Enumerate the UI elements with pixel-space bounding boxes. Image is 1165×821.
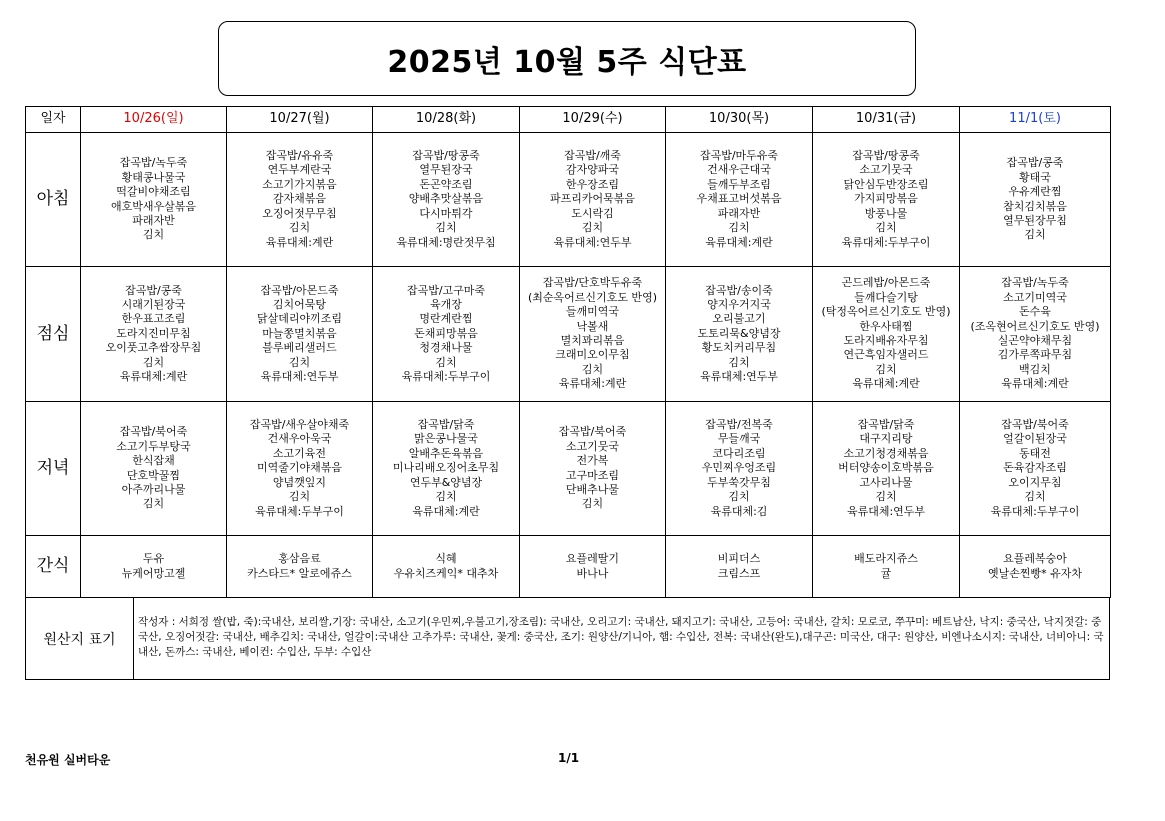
menu-item: 도토리묵&양념장 xyxy=(697,326,781,340)
menu-item: 소고기청경채볶음 xyxy=(843,446,929,460)
menu-item: 떡갈비야채조림 xyxy=(116,185,191,199)
menu-cell xyxy=(813,267,960,402)
menu-item: (탁정옥어르신기호도 반영) xyxy=(821,305,951,319)
menu-item: 김치 xyxy=(728,490,750,504)
menu-item: 돈채피망볶음 xyxy=(414,326,478,340)
menu-cell xyxy=(373,402,520,536)
menu-item: 잡곡밥/콩죽 xyxy=(1006,156,1064,170)
menu-item: 잡곡밥/녹두죽 xyxy=(1001,276,1069,290)
menu-item: 육류대체:두부구이 xyxy=(841,235,931,249)
menu-cell xyxy=(666,267,813,402)
menu-cell xyxy=(813,402,960,536)
menu-item: 양념깻잎지 xyxy=(272,475,327,489)
day-header: 10/31(금) xyxy=(813,107,960,133)
menu-item: 잡곡밥/고구마죽 xyxy=(406,283,486,297)
menu-item: 오이풋고추쌈장무침 xyxy=(105,341,202,355)
menu-item: 잡곡밥/유유죽 xyxy=(265,149,334,163)
menu-item: 잡곡밥/전복죽 xyxy=(705,418,773,432)
menu-item: 잡곡밥/북어죽 xyxy=(558,425,627,439)
menu-item: 김치 xyxy=(581,221,604,235)
title-box xyxy=(218,21,916,96)
menu-item: 잡곡밥/닭죽 xyxy=(417,418,475,432)
menu-item: 김치 xyxy=(728,221,750,235)
menu-item: 김치 xyxy=(142,355,165,369)
menu-item: 마늘쫑멸치볶음 xyxy=(262,326,337,340)
menu-item: 육류대체:두부구이 xyxy=(401,370,491,384)
menu-item: 육개장 xyxy=(430,297,462,311)
menu-item: 고사리나물 xyxy=(859,475,913,489)
menu-item: 육류대체:계란 xyxy=(705,235,773,249)
menu-item: 잡곡밥/콩죽 xyxy=(125,283,182,297)
menu-item: 바나나 xyxy=(576,566,609,580)
menu-cell xyxy=(813,536,960,598)
menu-item: 얼갈이된장국 xyxy=(1003,432,1067,446)
menu-item: 오징어젓무무침 xyxy=(262,206,337,220)
menu-item: 단배추나물 xyxy=(565,482,620,496)
menu-item: 황태콩나물국 xyxy=(121,170,186,184)
menu-item: 소고기뭇국 xyxy=(859,163,913,177)
menu-item: 김치 xyxy=(1024,228,1046,242)
menu-item: 연두부계란국 xyxy=(267,163,332,177)
origin-label: 원산지 표기 xyxy=(26,598,134,680)
menu-item: 육류대체:김 xyxy=(710,504,768,518)
menu-item: 돈수육 xyxy=(1019,305,1051,319)
menu-item: 백김치 xyxy=(1019,362,1051,376)
menu-item: 두부쑥갓무침 xyxy=(707,475,771,489)
menu-item: 소고기두부탕국 xyxy=(116,439,191,453)
menu-item: 감자양파국 xyxy=(565,163,620,177)
menu-item: 황도치커리무침 xyxy=(701,341,777,355)
meal-label: 아침 xyxy=(26,133,81,267)
menu-item: 육류대체:연두부 xyxy=(699,370,779,384)
menu-item: 잡곡밥/새우살야채죽 xyxy=(249,418,350,432)
day-header: 10/30(목) xyxy=(666,107,813,133)
menu-item: 파래자반 xyxy=(717,206,761,220)
menu-item: 열무된장무침 xyxy=(1003,213,1067,227)
menu-item: 김치 xyxy=(435,355,457,369)
menu-cell xyxy=(960,133,1111,267)
day-header: 10/26(일) xyxy=(81,107,227,133)
menu-item: 잡곡밥/깨죽 xyxy=(564,149,621,163)
meal-row xyxy=(26,402,1111,536)
menu-item: 김치 xyxy=(288,490,311,504)
menu-item: 김치 xyxy=(581,362,604,376)
menu-item: 김치 xyxy=(435,221,457,235)
menu-item: 김치 xyxy=(875,362,897,376)
menu-item: 두유 xyxy=(142,552,165,566)
menu-item: 잡곡밥/단호박두유죽 xyxy=(542,276,643,290)
origin-table xyxy=(25,597,1110,680)
menu-item: 카스타드* 알로에쥬스 xyxy=(247,566,352,580)
menu-item: 아주까리나물 xyxy=(121,482,186,496)
menu-item: 닭안심두반장조림 xyxy=(843,177,929,191)
menu-item: 비피더스 xyxy=(717,552,761,566)
menu-cell xyxy=(666,536,813,598)
menu-item: 방풍나물 xyxy=(864,206,908,220)
menu-cell xyxy=(373,536,520,598)
menu-item: 옛날손찐빵* 유자차 xyxy=(987,566,1082,580)
menu-cell xyxy=(81,536,227,598)
menu-item: 크래미오이무침 xyxy=(555,348,630,362)
menu-item: 닭살데리야끼조림 xyxy=(256,312,342,326)
menu-item: 육류대체:계란 xyxy=(1001,377,1069,391)
meal-label: 저녁 xyxy=(26,402,81,536)
menu-item: 식혜 xyxy=(435,552,457,566)
meal-label: 점심 xyxy=(26,267,81,402)
menu-cell xyxy=(960,536,1111,598)
menu-item: 참치김치볶음 xyxy=(1003,199,1067,213)
meal-row xyxy=(26,536,1111,598)
menu-item: 잡곡밥/송이죽 xyxy=(705,283,773,297)
menu-item: 도라지배유자무침 xyxy=(843,334,929,347)
menu-item: 잡곡밥/아몬드죽 xyxy=(260,283,339,297)
menu-item: 김치 xyxy=(728,355,750,369)
menu-item: 육류대체:계란 xyxy=(265,235,334,249)
menu-item: 미역줄기야채볶음 xyxy=(256,461,342,475)
menu-item: 동태전 xyxy=(1019,446,1051,460)
menu-item: 한우표고조림 xyxy=(121,312,186,326)
menu-item: 단호박꿀찜 xyxy=(126,468,181,482)
day-header: 11/1(토) xyxy=(960,107,1111,133)
menu-item: 우민찌우엉조림 xyxy=(701,461,777,475)
menu-item: 전가복 xyxy=(576,454,609,468)
menu-item: 김치 xyxy=(142,228,165,242)
menu-item: 육류대체:두부구이 xyxy=(990,504,1080,518)
menu-item: 건새우아욱국 xyxy=(267,432,332,446)
menu-item: 요플레딸기 xyxy=(565,552,620,566)
menu-item: 육류대체:두부구이 xyxy=(255,504,344,518)
menu-item: (조옥현어르신기호도 반영) xyxy=(970,319,1100,333)
menu-item: 육류대체:연두부 xyxy=(260,370,339,384)
menu-item: 잡곡밥/닭죽 xyxy=(857,418,915,432)
menu-item: 잡곡밥/북어죽 xyxy=(119,425,188,439)
menu-item: 김가루쪽파무침 xyxy=(997,348,1073,362)
menu-cell xyxy=(81,267,227,402)
menu-item: 육류대체:계란 xyxy=(852,377,920,391)
menu-item: 가지피망볶음 xyxy=(854,192,918,206)
menu-item: 열무된장국 xyxy=(419,163,473,177)
menu-item: 김치 xyxy=(142,497,165,511)
menu-item: 명란계란찜 xyxy=(419,312,473,326)
footer-organization: 천유원 실버타운 xyxy=(25,753,111,767)
menu-item: 파래자반 xyxy=(132,213,175,227)
menu-cell xyxy=(227,133,373,267)
menu-cell xyxy=(81,133,227,267)
menu-item: 육류대체:연두부 xyxy=(846,504,926,518)
day-header: 10/28(화) xyxy=(373,107,520,133)
date-header-label: 일자 xyxy=(26,107,81,133)
menu-item: 곤드레밥/아몬드죽 xyxy=(841,276,931,290)
menu-cell xyxy=(81,402,227,536)
menu-item: 육류대체:계란 xyxy=(558,377,627,391)
menu-item: 연두부&양념장 xyxy=(409,475,483,489)
menu-cell xyxy=(960,402,1111,536)
header-row xyxy=(26,107,1111,133)
menu-item: 소고기뭇국 xyxy=(565,439,620,453)
meal-row xyxy=(26,267,1111,402)
menu-item: 김치어묵탕 xyxy=(272,297,327,311)
menu-item: 건새우근대국 xyxy=(707,163,771,177)
menu-cell xyxy=(227,267,373,402)
menu-item: 버터양송이호박볶음 xyxy=(838,461,934,475)
menu-item: 들깨다슬기탕 xyxy=(854,290,918,304)
menu-item: 육류대체:명란젓무침 xyxy=(396,235,496,249)
menu-item: 양배추맛살볶음 xyxy=(408,192,484,206)
menu-item: 귤 xyxy=(880,566,892,580)
menu-item: 소고기육전 xyxy=(272,446,327,460)
menu-item: 잡곡밥/땅콩죽 xyxy=(412,149,480,163)
menu-item: 홍삼음료 xyxy=(278,552,321,566)
menu-item: 소고기가지볶음 xyxy=(262,177,337,191)
menu-item: 고구마조림 xyxy=(565,468,620,482)
menu-item: 잡곡밥/마두유죽 xyxy=(699,149,779,163)
menu-item: 양지우거지국 xyxy=(707,297,771,311)
menu-item: 뉴케어망고젤 xyxy=(121,566,186,580)
menu-cell xyxy=(813,133,960,267)
menu-item: 청경채나물 xyxy=(419,341,473,355)
menu-item: (최순옥어르신기호도 반영) xyxy=(528,290,657,304)
menu-cell xyxy=(666,133,813,267)
menu-item: 애호박새우살볶음 xyxy=(110,199,196,213)
menu-item: 연근흑임자샐러드 xyxy=(843,348,929,362)
day-header: 10/29(수) xyxy=(520,107,666,133)
menu-item: 김치 xyxy=(288,355,311,369)
menu-item: 맑은콩나물국 xyxy=(414,432,478,446)
menu-item: 낙볼새 xyxy=(576,319,609,333)
menu-item: 황태국 xyxy=(1019,170,1051,184)
menu-item: 한식잡채 xyxy=(132,454,175,468)
menu-cell xyxy=(960,267,1111,402)
menu-item: 김치 xyxy=(288,221,311,235)
menu-item: 김치 xyxy=(1024,490,1046,504)
menu-item: 도라지진미무침 xyxy=(116,326,191,340)
menu-cell xyxy=(227,402,373,536)
menu-item: 미나리배오징어초무침 xyxy=(392,461,500,475)
menu-item: 들깨두부조림 xyxy=(707,177,771,191)
menu-cell xyxy=(520,267,666,402)
menu-item: 들깨미역국 xyxy=(565,305,620,319)
menu-item: 오이지무침 xyxy=(1008,475,1062,489)
page-title: 2025년 10월 5주 식단표 xyxy=(387,44,747,80)
menu-cell xyxy=(666,402,813,536)
menu-item: 도시락김 xyxy=(571,206,614,220)
menu-cell xyxy=(520,536,666,598)
menu-item: 알배추돈육볶음 xyxy=(408,446,484,460)
menu-body xyxy=(26,107,1111,598)
menu-item: 무들깨국 xyxy=(717,432,761,446)
menu-item: 오리불고기 xyxy=(712,312,766,326)
menu-cell xyxy=(227,536,373,598)
menu-item: 김치 xyxy=(875,490,897,504)
meal-row xyxy=(26,133,1111,267)
meal-label: 간식 xyxy=(26,536,81,598)
menu-item: 잡곡밥/녹두죽 xyxy=(119,156,188,170)
menu-item: 우채표고버섯볶음 xyxy=(696,192,782,206)
menu-item: 우유치즈케익* 대추차 xyxy=(393,566,499,580)
menu-table xyxy=(25,106,1111,598)
menu-item: 시래기된장국 xyxy=(121,297,186,311)
menu-item: 대구지리탕 xyxy=(859,432,913,446)
menu-cell xyxy=(373,267,520,402)
menu-cell xyxy=(520,133,666,267)
menu-item: 잡곡밥/땅콩죽 xyxy=(852,149,920,163)
menu-item: 크림스프 xyxy=(717,566,761,580)
menu-item: 잡곡밥/북어죽 xyxy=(1001,418,1069,432)
menu-item: 한우사태찜 xyxy=(859,319,913,333)
menu-item: 돈곤약조림 xyxy=(419,177,473,191)
menu-item: 실곤약야채무침 xyxy=(997,334,1073,347)
menu-item: 김치 xyxy=(435,490,457,504)
menu-item: 코다리조림 xyxy=(712,446,766,460)
menu-cell xyxy=(520,402,666,536)
menu-item: 돈육감자조림 xyxy=(1003,461,1067,475)
menu-item: 멸치꽈리볶음 xyxy=(560,334,625,347)
menu-item: 김치 xyxy=(875,221,897,235)
menu-cell xyxy=(373,133,520,267)
origin-text: 작성자 : 서희정 쌀(밥, 죽):국내산, 보리쌀,기장: 국내산, 소고기(우민찌,우불고기,장조림): 국내산, 오리고기: 국내산, 돼지고기: 국내산, 고등어: 국내산, 갈치: 모로코, 쭈꾸미: 베트남산, 낙지: 중국산, 낙지젓갈: 중국산, 오징어젓갈: 국내산, 배추김치: 국내산, 얼갈이:국내산 고추가루: 국내산, 꽃게: 중국산, 조기: 원양산/기니아, 햄: 수입산, 전복: 국내산(완도),대구곤: 미국산, 대구: 원양산, 비엔나소시지: 국내산, 너비아니: 국내산, 돈까스: 국내산, 베이컨: 수입산, 두부: 수입산 xyxy=(134,598,1110,680)
menu-item: 배도라지쥬스 xyxy=(854,552,918,566)
footer-page-number: 1/1 xyxy=(558,751,580,765)
menu-item: 한우장조림 xyxy=(565,177,620,191)
menu-item: 육류대체:연두부 xyxy=(553,235,632,249)
menu-item: 김치 xyxy=(581,497,604,511)
menu-item: 육류대체:계란 xyxy=(412,504,480,518)
menu-item: 우유계란찜 xyxy=(1008,185,1062,199)
menu-item: 요플레복숭아 xyxy=(1003,552,1067,566)
menu-item: 소고기미역국 xyxy=(1003,290,1067,304)
menu-item: 육류대체:계란 xyxy=(119,370,188,384)
day-header: 10/27(월) xyxy=(227,107,373,133)
menu-item: 파프리카어묵볶음 xyxy=(549,192,635,206)
menu-item: 블루베리샐러드 xyxy=(262,341,337,355)
menu-item: 감자채볶음 xyxy=(272,192,327,206)
menu-item: 다시마튀각 xyxy=(419,206,473,220)
